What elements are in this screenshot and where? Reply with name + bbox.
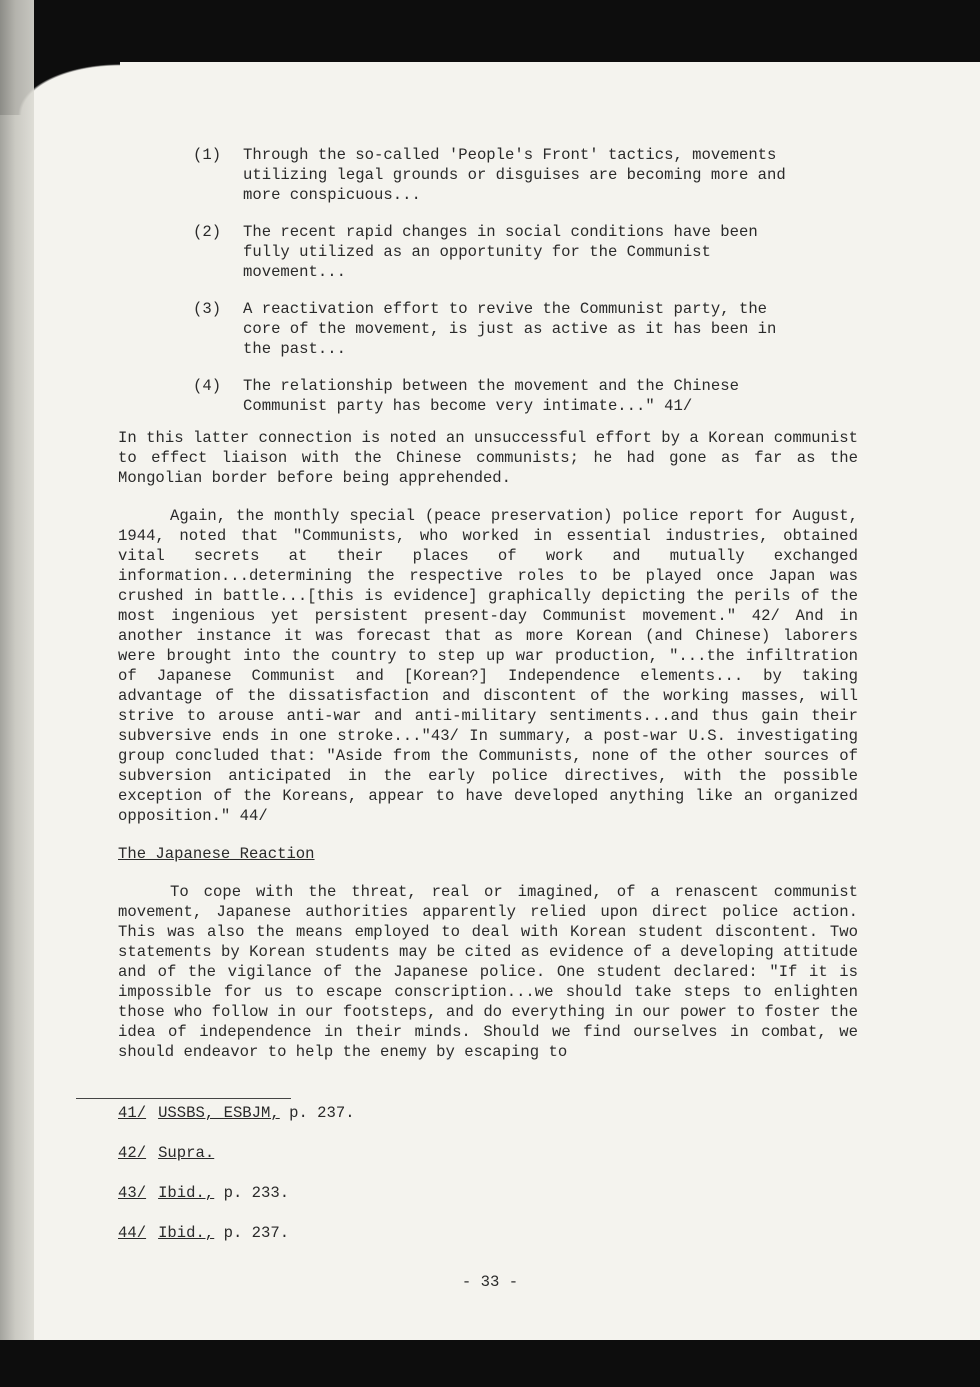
list-item-number: (2): [193, 223, 222, 241]
footnote: [118, 1103, 355, 1123]
paragraph: To cope with the threat, real or imagined, of a renascent communist movement, Japanese authorities apparently relied upon direct police action. This was also the means employed to deal with Korean student discontent. Two statements by Korean students may be cited as evidence of a developing attitude and of the vigilance of the Japanese police. One student declared: "If it is impossible for us to escape conscription...we should take steps to enlighten those who follow in our footsteps, and do everything in our power to foster the idea of independence in their minds. Should we find ourselves in combat, we should endeavor to help the enemy by escaping to: [118, 883, 858, 1061]
list-item-number: (1): [193, 146, 222, 164]
paragraph: Again, the monthly special (peace preservation) police report for August, 1944, noted that "Communists, who worked in essential industries, obtained vital secrets at their places of work and mutually exchanged information...determining the respective roles to be played once Japan was crushed in battle...[this is evidence] graphically depicting the perils of the most ingenious yet persistent present-day Communist movement." 42/ And in another instance it was forecast that as more Korean (and Chinese) laborers were brought into the country to step up war production, "...the infiltration of Japanese Communist and [Korean?] Independence elements... by taking advantage of the dissatisfaction and discontent of the working masses, will strive to arouse anti-war and anti-military sentiments...and thus gain their subversive ends in one stroke..."43/ In summary, a post-war U.S. investigating group concluded that: "Aside from the Communists, none of the other sources of subversion anticipated in the early police directives, with the possible exception of the Koreans, appear to have developed anything like an organized opposition." 44/: [118, 507, 858, 825]
footnote: [118, 1183, 355, 1203]
footnote-ref: 44/: [118, 1224, 147, 1242]
page-number: - 33 -: [461, 1273, 519, 1291]
footnote-source: Supra.: [158, 1144, 215, 1162]
footnote-divider: [76, 1098, 291, 1099]
scan-left-edge: [0, 0, 34, 1387]
list-item-text: The recent rapid changes in social conditions have been fully utilized as an opportunity for the Communist movement...: [243, 223, 758, 281]
list-item-number: (4): [193, 377, 222, 395]
footnote: [118, 1223, 355, 1243]
document-page: [118, 145, 858, 1080]
footnote-page: p. 233.: [214, 1184, 290, 1202]
list-item: [118, 145, 858, 205]
list-item: [118, 376, 858, 416]
footnote-ref: 41/: [118, 1104, 147, 1122]
footnotes: [118, 1103, 355, 1263]
paragraph: In this latter connection is noted an unsuccessful effort by a Korean communist to effect liaison with the Chinese communists; he had gone as far as the Mongolian border before being apprehended.: [118, 429, 858, 487]
list-item: [118, 299, 858, 359]
footnote-page: p. 237.: [279, 1104, 355, 1122]
list-item-text: Through the so-called 'People's Front' tactics, movements utilizing legal grounds or disguises are becoming more and more conspicuous...: [243, 146, 786, 204]
scan-bottom-border: [0, 1340, 980, 1387]
footnote: [118, 1143, 355, 1163]
footnote-source: Ibid.,: [158, 1184, 215, 1202]
footnote-ref: 43/: [118, 1184, 147, 1202]
section-heading: The Japanese Reaction: [118, 845, 315, 863]
list-item-text: A reactivation effort to revive the Communist party, the core of the movement, is just as active as it has been in the past...: [243, 300, 777, 358]
scan-top-border: [0, 0, 980, 62]
list-item-number: (3): [193, 300, 222, 318]
footnote-ref: 42/: [118, 1144, 147, 1162]
footnote-source: Ibid.,: [158, 1224, 215, 1242]
list-item: [118, 222, 858, 282]
footnote-page: p. 237.: [214, 1224, 290, 1242]
footnote-source: USSBS, ESBJM,: [158, 1104, 280, 1122]
list-item-text: The relationship between the movement and the Chinese Communist party has become very intimate..." 41/: [243, 377, 739, 415]
